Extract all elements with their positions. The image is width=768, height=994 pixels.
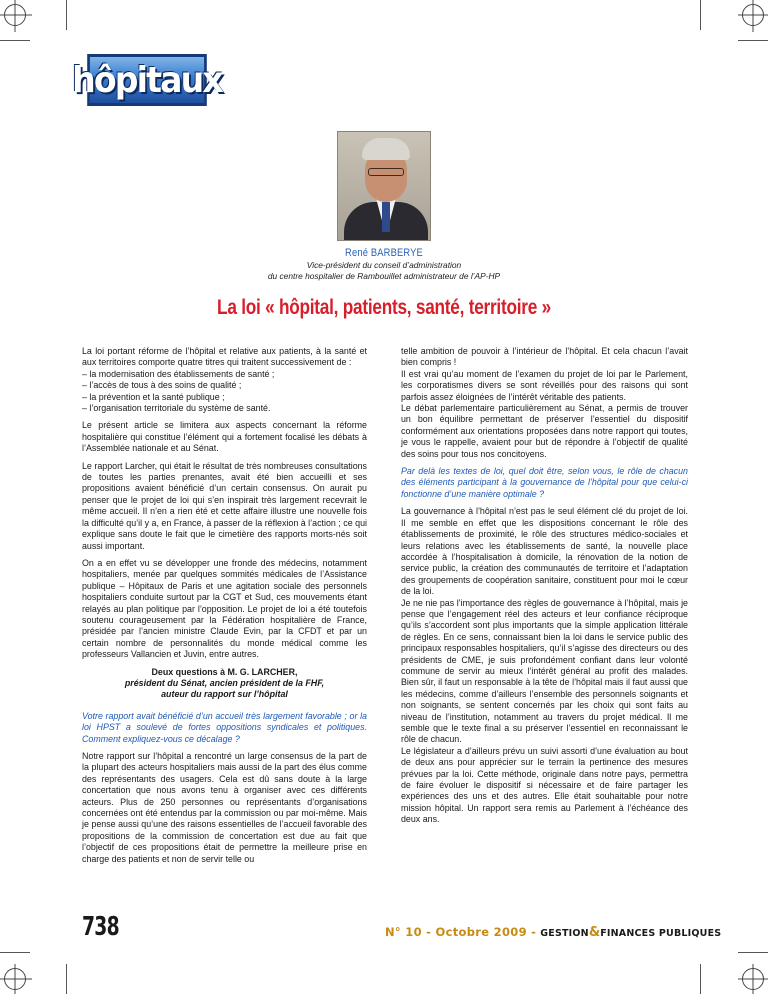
list-item: – la prévention et la santé publique ; — [82, 391, 225, 402]
footer — [385, 925, 722, 940]
crop-mark — [738, 40, 768, 41]
ampersand-logo: & — [588, 925, 601, 940]
paragraph: Je ne nie pas l’importance des règles de gouvernance à l’hôpital, mais je pense que l’engagement réel des acteurs et leur confiance réciproque qu’ils s’accordent sont plus importants que la simple application littérale de règles. En ce sens, connaissant bien la loi dans le service public des principaux responsables hospitaliers, qu’il s’agisse des directeurs ou des présidents de CME, je suis profondément confiant dans leur volonté commune de servir au mieux l’intérêt général au profit des malades. Bien sûr, il faut un responsable à la tête de l’hôpital mais il faut aussi que les médecins, comme d’ailleurs l’ensemble des personnels soignants et non soignants, se sentent concernés par les choix qui sont faits au niveau de l’institution, notamment au travers du projet médical. Il me semble que le texte final a su préserver l’essentiel en reconnaissant le rôle de chacun. — [401, 597, 688, 745]
paragraph: On a en effet vu se développer une fronde des médecins, notamment hospitaliers, menée par quelques sommités médicales de l’Assistance publique – Hôpitaux de Paris et une agitation sociale des personnels hospitaliers conduite surtout par la CGT et Sud, ces mouvements étant relayés au plan politique par l’opposition. Le projet de loi a été toutefois soutenu courageusement par la Fédération hospitalière de France, présidée par l’ancien ministre Claude Evin, par la CFDT et par un certain nombre de personnalités du monde médical comme les professeurs Vallancien et Juvin, entre autres. — [82, 557, 367, 660]
issue-label: N° 10 - Octobre 2009 - — [385, 925, 537, 939]
paragraph: Le rapport Larcher, qui était le résultat de très nombreuses consultations de toutes les parties prenantes, avait été bien accueilli et ses propositions avaient bénéficié d’un certain consensus. On aurait pu penser que le projet de loi qui s’en inspirait très largement recevrait le même accueil. Il n’en a rien été et cette affaire illustre une nouvelle fois la difficulté qu’il y a, en France, à passer de la réflexion à l’action ; ce qui explique sans doute le fait que le cimetière des rapports morts-nés soit aussi important. — [82, 460, 367, 551]
paragraph: telle ambition de pouvoir à l’intérieur de l’hôpital. Et cela chacun l’avait bien compris ! — [401, 346, 688, 368]
publication-name-part: GESTION — [540, 928, 589, 939]
interview-question: Votre rapport avait bénéficié d’un accueil très largement favorable ; or la loi HPST a soulevé de fortes oppositions syndicales et politiques. Comment expliquez-vous ce décalage ? — [82, 710, 367, 744]
crop-mark — [66, 964, 67, 994]
right-column — [401, 346, 688, 832]
crop-mark — [700, 964, 701, 994]
crop-mark — [66, 0, 67, 30]
list-item: – la modernisation des établissements de santé ; — [82, 368, 275, 379]
author-photo — [337, 131, 431, 241]
interview-heading-line: Deux questions à M. G. LARCHER, — [151, 666, 298, 677]
page-number: 738 — [82, 912, 119, 942]
registration-mark-top-left — [4, 4, 26, 26]
left-column — [82, 346, 367, 871]
list-item: – l’accès de tous à des soins de qualité ; — [82, 380, 242, 391]
interview-heading-line: président du Sénat, ancien président de la FHF, — [124, 677, 325, 688]
registration-mark-bottom-left — [4, 968, 26, 990]
paragraph: Le législateur a d’ailleurs prévu un suivi assorti d’une évaluation au bout de deux ans pour apprécier sur le terrain la pertinence des mesures prévues par la loi. Cette méthode, originale dans notre pays, permettra de faire évoluer le dispositif si nécessaire et de faire partager les expériences des uns et des autres. Elle était souhaitable pour notre mission hôpital. Un rapport sera remis au Parlement à l’échéance des deux ans. — [401, 745, 688, 825]
interview-question: Par delà les textes de loi, quel doit être, selon vous, le rôle de chacun des éléments participant à la gouvernance de l’hôpital pour que celui-ci fonctionne d’une manière optimale ? — [401, 466, 688, 499]
paragraph: La loi portant réforme de l’hôpital et relative aux patients, à la santé et aux territoires comporte quatre titres qui traitent successivement de : — [82, 346, 367, 368]
crop-mark — [0, 40, 30, 41]
registration-mark-bottom-right — [742, 968, 764, 990]
author-role-line: Vice-président du conseil d’administration — [306, 260, 462, 270]
crop-mark — [0, 952, 30, 953]
paragraph: La gouvernance à l’hôpital n’est pas le seul élément clé du projet de loi. Il me semble en effet que les dispositions concernant le rôle des établissements de proximité, le rôle des structures médico-sociales et leurs relations avec les établissements de santé, la nouvelle place accordée à l’hospitalisation à domicile, la rénovation de la notion de service public, la création des communautés de territoire et l’adaptation des groupements de coopération sanitaire, constituent pour moi le cœur de la loi. — [401, 506, 688, 597]
author-role-line: du centre hospitalier de Rambouillet administrateur de l’AP-HP — [267, 270, 501, 281]
registration-mark-top-right — [742, 4, 764, 26]
paragraph: Le débat parlementaire particulièrement au Sénat, a permis de trouver un bon équilibre permettant de préserver l’essentiel du dispositif conformément aux orientations proposées dans notre rapport qui toutes, je vous le rappelle, avaient pour but de répondre à l’objectif de qualité des soins pour tous nos concitoyens. — [401, 403, 688, 459]
author-role — [0, 260, 768, 281]
interview-heading-line: auteur du rapport sur l’hôpital — [161, 689, 288, 700]
crop-mark — [738, 952, 768, 953]
interview-heading — [82, 667, 367, 701]
list-item: – l’organisation territoriale du système de santé. — [82, 403, 271, 414]
section-tag: hôpitaux — [87, 54, 207, 106]
author-name: René BARBERYE — [345, 247, 423, 259]
paragraph: Il est vrai qu’au moment de l’examen du projet de loi par le Parlement, les corporatismes divers se sont réveillés pour des raisons qui sont parfois assez éloignées de l’intérêt véritable des patients. — [401, 368, 688, 402]
interview-answer: Notre rapport sur l’hôpital a rencontré un large consensus de la part de la plupart des acteurs hospitaliers mais aussi de la part des élus comme des représentants des usagers. Cela est dû sans doute à la large concertation que nous avons tenu à organiser avec ces différents acteurs. Plus de 250 personnes ou représentants d’organisations concernées ont été entendus par la commission ou par moi-même. Mais je pense aussi qu’une des raisons essentielles de l’accueil favorable des propositions de la commission de concertation est due au fait que l’objectif de ces propositions était de permettre la meilleure prise en charge des patients et non de servir telle ou — [82, 751, 367, 864]
article-title: La loi « hôpital, patients, santé, territoire » — [217, 296, 551, 319]
crop-mark — [700, 0, 701, 30]
paragraph: Le présent article se limitera aux aspects concernant la réforme hospitalière qui constitue l’élément qui a fortement focalisé les débats à l’Assemblée nationale et au Sénat. — [82, 420, 367, 454]
publication-name-part: FINANCES PUBLIQUES — [600, 928, 722, 939]
